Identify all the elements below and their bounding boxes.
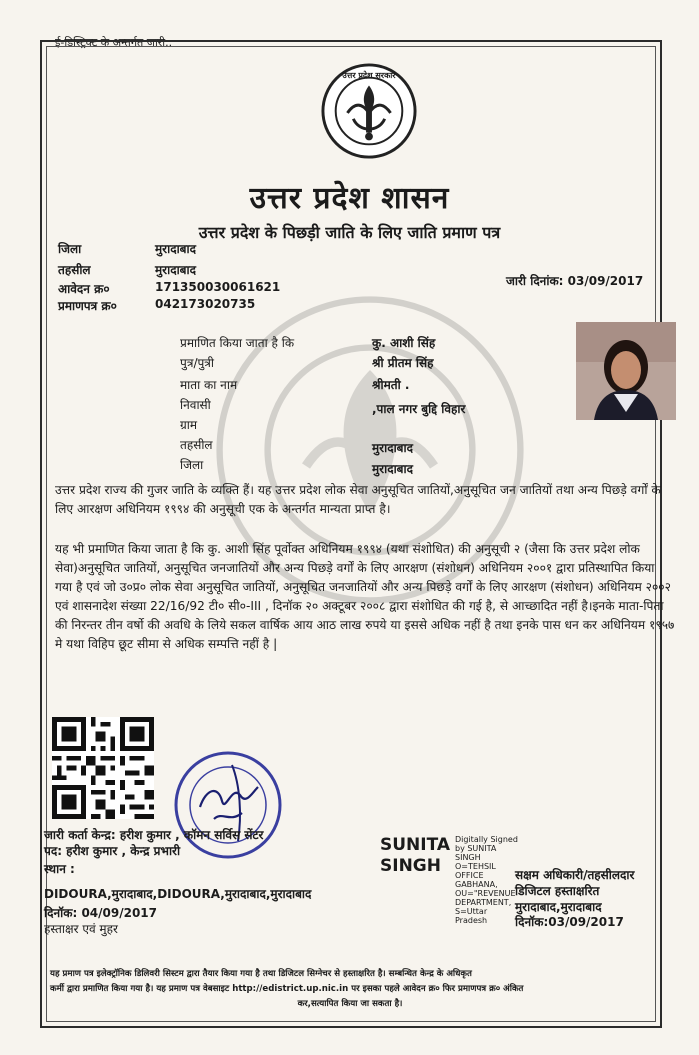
issuer-post: पद: हरीश कुमार , केन्द्र प्रभारी xyxy=(44,844,181,858)
issuer-date: दिनॉक: 04/09/2017 xyxy=(44,906,158,920)
page-subtitle: उत्तर प्रदेश के पिछड़ी जाति के लिए जाति प्रमाण पत्र xyxy=(198,223,501,242)
top-note: ई-डिस्ट्रिक्ट के अन्तर्गत जारी.. xyxy=(55,36,173,49)
authority-date: दिनॉक:03/09/2017 xyxy=(515,915,624,929)
application-label: आवेदन क्र० xyxy=(58,282,110,296)
person-tehsil-value: मुरादाबाद xyxy=(372,441,414,455)
sig-meta-line: S=Uttar xyxy=(455,907,488,916)
caste-paragraph: उत्तर प्रदेश राज्य की गुजर जाति के व्यक्ति हैं। यह उत्तर प्रदेश लोक सेवा अनुसूचित जातियों,अनुसूचित जन जातियों तथा अन्य पिछड़े वर्गों के लिए आरक्षण अधिनियम १९९४ की अनुसूची एक के अन्तर्गत मान्यता प्राप्त है। xyxy=(55,483,661,516)
mother-name: श्रीमती . xyxy=(372,378,410,392)
mother-label: माता का नाम xyxy=(180,378,238,392)
village-label: ग्राम xyxy=(180,418,198,432)
sig-meta-line: O=TEHSIL xyxy=(455,862,496,871)
tehsil-value: मुरादाबाद xyxy=(155,263,197,277)
sig-meta-line: OFFICE xyxy=(455,871,484,880)
certification-paragraph: यह भी प्रमाणित किया जाता है कि कु. आशी सिंह पूर्वोक्त अधिनियम १९९४ (यथा संशोधित) की अनुसूची २ (जैसा कि उत्तर प्रदेश लोक सेवा)अनुसूचित जातियों, अनुसूचित जनजातियों और अन्य पिछड़े वर्गों के लिए आरक्षण (संशोधन) अधिनियम २००१ द्वारा प्रतिस्थापित किया गया है एवं जो उ०प्र० लोक सेवा अनुसूचित जातियों, अनुसूचित जनजातियों और अन्य पिछड़े वर्गों के लिए आरक्षण (संशोधन) अधिनियम २००२ एवं शासनादेश संख्या 22/16/92 टी० सी०-III , दिनॉक २० अक्टूबर २००८ द्वारा संशोधित की गई है, से आच्छादित नहीं है।इनके माता-पिता की निरन्तर तीन वर्षो की अवधि के लिये सकल वार्षिक आय आठ लाख रुपये या इससे अधिक नहीं है तथा इनके पास धन कर अधिनियम १९५७ मे यथा विहिप छूट सीमा से अधिक सम्पत्ति नहीं है | xyxy=(55,542,675,651)
tehsil-label: तहसील xyxy=(58,263,91,277)
digital-signature-name-line1: SUNITA xyxy=(380,835,451,855)
issuer-center: जारी कर्ता केन्द्र: हरीश कुमार , कॉमन सर्विस सेंटर xyxy=(44,828,264,842)
sig-meta-line: by SUNITA xyxy=(455,844,497,853)
sig-meta-line: DEPARTMENT, xyxy=(455,898,512,907)
resident-address: ,पाल नगर बुद्दि विहार xyxy=(372,402,466,416)
applicant-name: कु. आशी सिंह xyxy=(372,336,436,350)
sig-meta-line: SINGH xyxy=(455,853,481,862)
authority-sign-label: डिजिटल हस्ताक्षरित xyxy=(515,884,600,898)
footer-line-2: कर्मी द्वारा प्रमाणित किया गया है। यह प्रमाण पत्र वेबसाइट http://edistrict.up.nic.in पर इसका पहले आवेदन क्र० फिर प्रमाणपत्र क्र० अंकित xyxy=(50,984,524,994)
sign-and-seal-label: हस्ताक्षर एवं मुहर xyxy=(44,922,118,936)
person-district-label: जिला xyxy=(180,458,204,472)
applicant-photo xyxy=(576,322,676,420)
resident-label: निवासी xyxy=(180,398,211,412)
place-value: DIDOURA,मुरादाबाद,DIDOURA,मुरादाबाद,मुरादाबाद xyxy=(44,887,312,901)
digital-signature-name-line2: SINGH xyxy=(380,856,441,876)
footer-line-3: कर,सत्यापित किया जा सकता है। xyxy=(297,999,403,1009)
digital-signature-name xyxy=(380,835,450,877)
application-number: 171350030061621 xyxy=(155,280,281,294)
certify-label: प्रमाणित किया जाता है कि xyxy=(180,336,295,350)
issue-date: जारी दिनांक: 03/09/2017 xyxy=(506,274,644,288)
digital-signature-details xyxy=(455,835,518,925)
place-label: स्थान : xyxy=(44,862,75,876)
person-district-value: मुरादाबाद xyxy=(372,462,414,476)
authority-place: मुरादाबाद,मुरादाबाद xyxy=(515,900,602,914)
district-value: मुरादाबाद xyxy=(155,242,197,256)
qr-code xyxy=(52,716,154,820)
parent-label: पुत्र/पुत्री xyxy=(180,356,215,370)
authority-title: सक्षम अधिकारी/तहसीलदार xyxy=(515,868,635,882)
footer-note xyxy=(50,967,650,1012)
sig-meta-line: Pradesh xyxy=(455,916,488,925)
page-title: उत्तर प्रदेश शासन xyxy=(249,181,450,216)
seal-stamp xyxy=(170,745,290,863)
sig-meta-line: GABHANA, xyxy=(455,880,498,889)
sig-meta-line: OU="REVENUE xyxy=(455,889,516,898)
father-name: श्री प्रीतम सिंह xyxy=(372,356,434,370)
emblem-text: उत्तर प्रदेश सरकार xyxy=(342,71,396,80)
district-label: जिला xyxy=(58,242,82,256)
person-tehsil-label: तहसील xyxy=(180,438,213,452)
footer-line-1: यह प्रमाण पत्र इलेक्ट्रॉनिक डिलिवरी सिस्टम द्वारा तैयार किया गया है तथा डिजिटल सिग्नेचर से हस्ताक्षरित है। सम्बन्धित केन्द्र के अधिकृत xyxy=(50,969,472,979)
certificate-label: प्रमाणपत्र क्र० xyxy=(58,299,117,313)
certificate-number: 042173020735 xyxy=(155,297,256,311)
sig-meta-line: Digitally Signed xyxy=(455,835,518,844)
